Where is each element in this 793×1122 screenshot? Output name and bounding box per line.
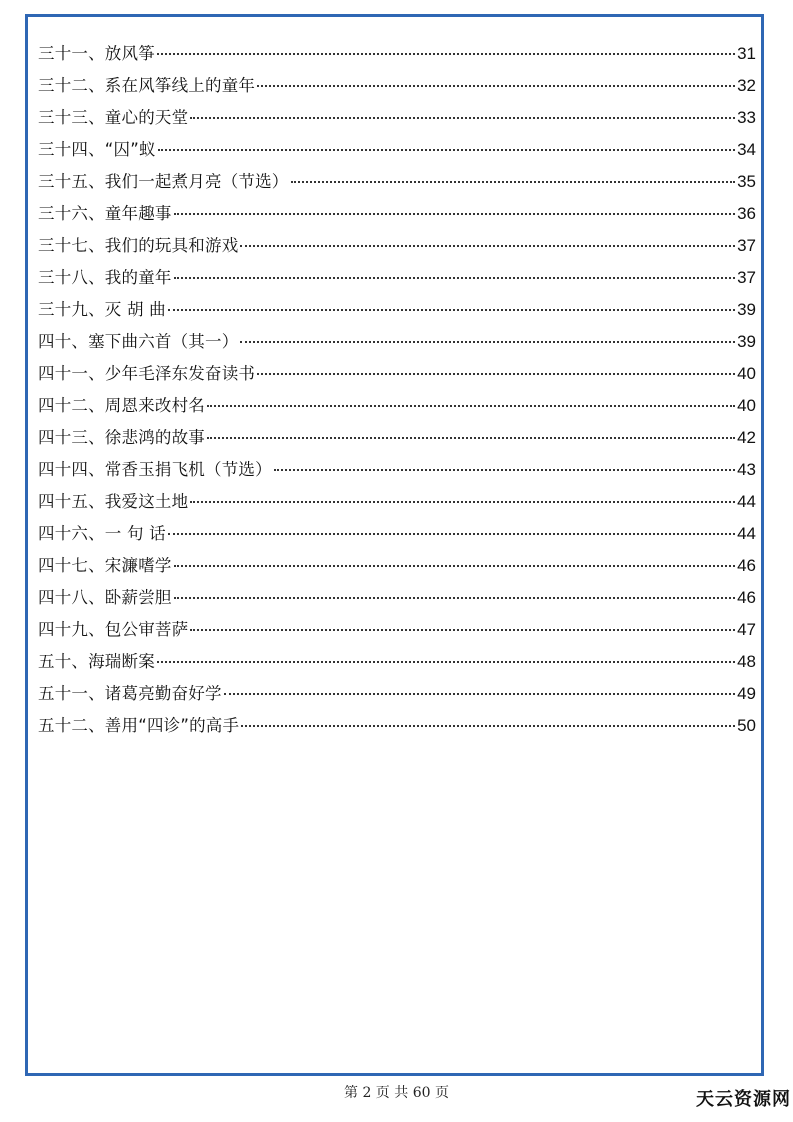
toc-entry-title: 五十二、善用“四诊”的高手 (38, 716, 240, 735)
toc-entry[interactable] (38, 294, 756, 326)
toc-entry-page-number: 39 (737, 300, 756, 319)
toc-entry-title: 四十七、宋濂嗜学 (38, 556, 172, 575)
toc-entry-page-number: 48 (737, 652, 756, 671)
toc-entry[interactable] (38, 326, 756, 358)
dot-leader (168, 309, 735, 311)
toc-entry-title: 三十六、童年趣事 (38, 204, 172, 223)
toc-entry[interactable] (38, 70, 756, 102)
dot-leader (157, 53, 735, 55)
dot-leader (257, 85, 735, 87)
toc-entry-title: 三十一、放风筝 (38, 44, 155, 63)
dot-leader (174, 277, 735, 279)
toc-entry-page-number: 49 (737, 684, 756, 703)
toc-entry-page-number: 46 (737, 556, 756, 575)
toc-entry-page-number: 39 (737, 332, 756, 351)
toc-entry-title: 四十四、常香玉捐飞机（节选） (38, 460, 272, 479)
toc-entry-title: 四十、塞下曲六首（其一） (38, 332, 239, 351)
toc-entry-page-number: 42 (737, 428, 756, 447)
toc-entry-title: 三十八、我的童年 (38, 268, 172, 287)
toc-entry-title: 四十一、少年毛泽东发奋读书 (38, 364, 256, 383)
toc-entry-page-number: 44 (737, 524, 756, 543)
toc-entry[interactable] (38, 390, 756, 422)
toc-entry[interactable] (38, 710, 756, 742)
toc-entry[interactable] (38, 454, 756, 486)
toc-entry-title: 三十四、“囚”蚁 (38, 140, 156, 159)
toc-entry[interactable] (38, 134, 756, 166)
toc-entry[interactable] (38, 198, 756, 230)
table-of-contents (38, 38, 756, 742)
toc-entry-page-number: 47 (737, 620, 756, 639)
toc-entry[interactable] (38, 582, 756, 614)
toc-entry[interactable] (38, 102, 756, 134)
toc-entry[interactable] (38, 646, 756, 678)
toc-entry-page-number: 33 (737, 108, 756, 127)
toc-entry[interactable] (38, 550, 756, 582)
dot-leader (224, 693, 735, 695)
dot-leader (291, 181, 736, 183)
toc-entry-page-number: 31 (737, 44, 756, 63)
toc-entry-page-number: 37 (737, 236, 756, 255)
dot-leader (174, 565, 735, 567)
toc-entry-page-number: 43 (737, 460, 756, 479)
toc-entry-page-number: 34 (737, 140, 756, 159)
toc-entry-page-number: 32 (737, 76, 756, 95)
dot-leader (174, 597, 735, 599)
dot-leader (174, 213, 735, 215)
toc-entry-title: 三十五、我们一起煮月亮（节选） (38, 172, 289, 191)
toc-entry-title: 三十二、系在风筝线上的童年 (38, 76, 256, 95)
toc-entry-page-number: 40 (737, 396, 756, 415)
toc-entry[interactable] (38, 38, 756, 70)
toc-entry[interactable] (38, 486, 756, 518)
dot-leader (274, 469, 735, 471)
dot-leader (190, 117, 735, 119)
dot-leader (207, 405, 735, 407)
toc-entry-title: 四十八、卧薪尝胆 (38, 588, 172, 607)
toc-entry[interactable] (38, 614, 756, 646)
dot-leader (190, 629, 735, 631)
toc-entry-title: 五十一、诸葛亮勤奋好学 (38, 684, 222, 703)
toc-entry-page-number: 44 (737, 492, 756, 511)
toc-entry-page-number: 40 (737, 364, 756, 383)
toc-entry[interactable] (38, 166, 756, 198)
watermark-logo: 天云资源网 (696, 1089, 791, 1110)
toc-entry-title: 三十九、灭 胡 曲 (38, 300, 166, 319)
toc-entry-title: 四十三、徐悲鸿的故事 (38, 428, 205, 447)
dot-leader (157, 661, 735, 663)
page-footer: 第 2 页 共 60 页 (344, 1085, 449, 1101)
dot-leader (158, 149, 735, 151)
toc-entry-title: 五十、海瑞断案 (38, 652, 155, 671)
toc-entry-title: 四十五、我爱这土地 (38, 492, 189, 511)
toc-entry-page-number: 35 (737, 172, 756, 191)
toc-entry-title: 四十二、周恩来改村名 (38, 396, 205, 415)
toc-entry[interactable] (38, 518, 756, 550)
dot-leader (257, 373, 735, 375)
dot-leader (168, 533, 735, 535)
toc-entry-page-number: 46 (737, 588, 756, 607)
toc-entry-title: 三十七、我们的玩具和游戏 (38, 236, 239, 255)
toc-entry-page-number: 36 (737, 204, 756, 223)
dot-leader (190, 501, 735, 503)
toc-entry-title: 三十三、童心的天堂 (38, 108, 189, 127)
toc-entry[interactable] (38, 262, 756, 294)
dot-leader (240, 341, 735, 343)
toc-entry-page-number: 50 (737, 716, 756, 735)
dot-leader (241, 725, 735, 727)
toc-entry[interactable] (38, 230, 756, 262)
toc-entry-title: 四十六、一 句 话 (38, 524, 166, 543)
toc-entry-title: 四十九、包公审菩萨 (38, 620, 189, 639)
toc-entry[interactable] (38, 358, 756, 390)
dot-leader (240, 245, 735, 247)
toc-entry-page-number: 37 (737, 268, 756, 287)
toc-entry[interactable] (38, 678, 756, 710)
toc-entry[interactable] (38, 422, 756, 454)
dot-leader (207, 437, 735, 439)
